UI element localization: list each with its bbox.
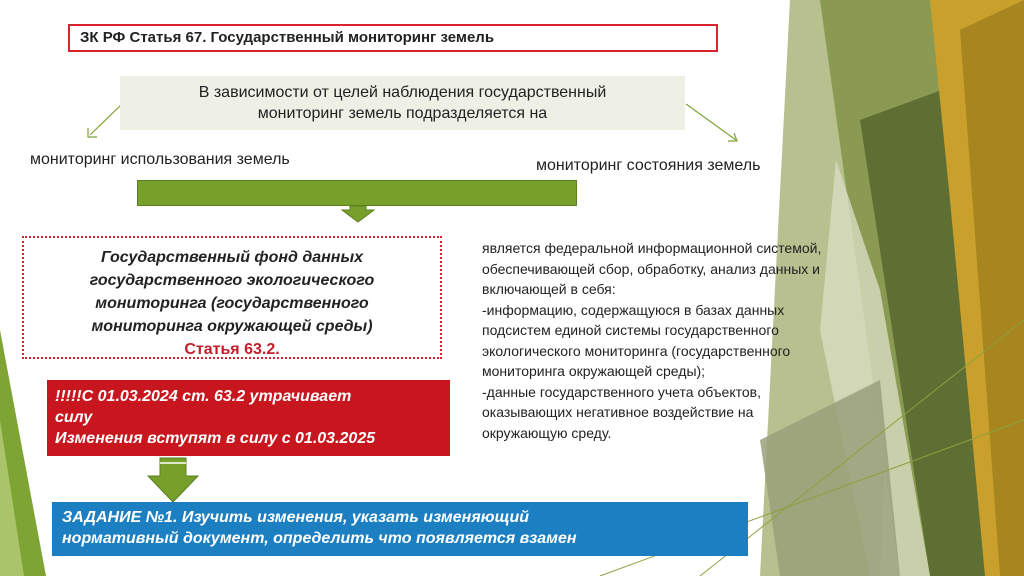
description-item-2-text: данные государственного учета объектов, оказывающих негативное воздействие на окружающую среду. [482,383,761,441]
green-connector-bar [137,180,577,206]
intro-line-2: мониторинг земель подразделяется на [257,105,548,122]
intro-line-1: В зависимости от целей наблюдения государственный [198,84,607,101]
bullet-dash: - [482,383,487,400]
land-state-monitoring-label: мониторинг состояния земель [536,157,761,174]
warning-line-2: силу [55,409,93,426]
description-item-1-text: информацию, содержащуюся в базах данных подсистем единой системы государственного экологического мониторинга (государственного мониторинга окружающей среды); [482,301,791,379]
description-item-1 [482,300,830,382]
intro-text [120,76,685,130]
task-line-1: ЗАДАНИЕ №1. Изучить изменения, указать изменяющий [62,509,530,526]
fund-line-1: Государственный фонд данных [100,249,364,266]
green-bar-down-arrow [342,206,374,222]
land-use-monitoring-label: мониторинг использования земель [30,151,290,168]
task-line-2: нормативный документ, определить что появляется взамен [62,530,577,547]
fund-line-4: мониторинга окружающей среды) [91,318,373,335]
fund-line-2: государственного экологического [89,272,375,289]
description-item-2 [482,382,830,444]
warning-line-1: !!!!!С 01.03.2024 ст. 63.2 утрачивает [55,388,352,405]
fund-line-3: мониторинга (государственного [95,295,369,312]
bullet-dash: - [482,301,487,318]
right-thin-arrow-line [686,104,736,140]
warning-down-arrow [148,458,198,502]
warning-line-3: Изменения вступят в силу с 01.03.2025 [55,430,376,447]
description-intro: является федеральной информационной системой, обеспечивающей сбор, обработку, анализ данных и включающей в себя: [482,240,822,297]
slide-title: ЗК РФ Статья 67. Государственный мониторинг земель [68,24,718,52]
task-box [52,502,748,556]
warning-box [47,380,450,456]
fund-article-ref: Статья 63.2. [184,341,280,358]
fund-description [482,238,830,443]
left-thin-arrow-line [90,104,122,135]
state-data-fund-box [22,236,442,359]
